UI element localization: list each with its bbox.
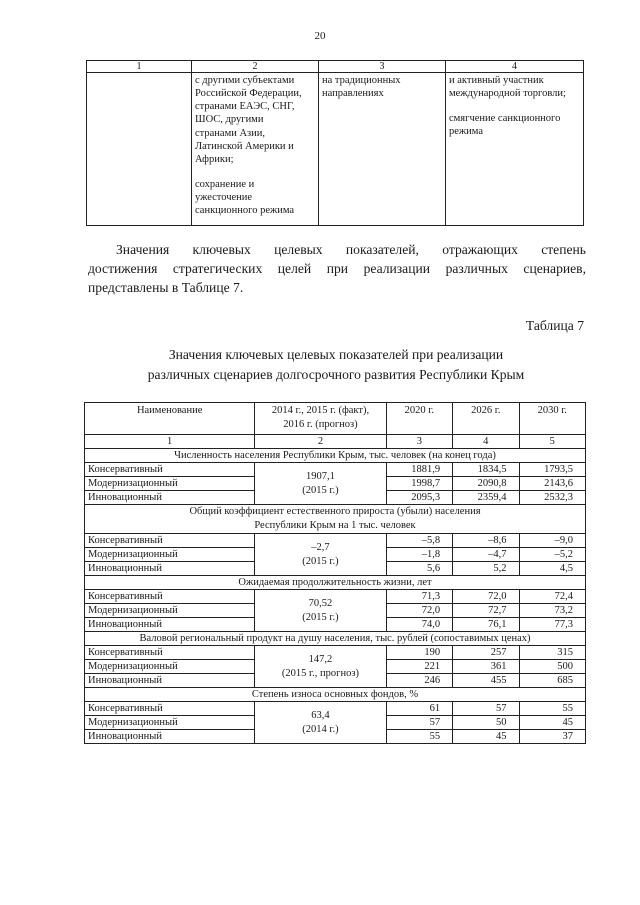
header-base-line: 2016 г. (прогноз)	[283, 419, 358, 430]
base-value	[255, 646, 386, 688]
value-2030: 2532,3	[519, 491, 586, 505]
scenario-name: Консервативный	[85, 534, 255, 548]
scenario-name: Инновационный	[85, 730, 255, 744]
cell-text: странами Азии,	[195, 127, 266, 139]
section-header	[85, 688, 586, 702]
value-2026: 50	[453, 716, 519, 730]
value-2030: 2143,6	[519, 477, 586, 491]
header-2026: 2026 г.	[453, 403, 519, 435]
value-2020: 57	[386, 716, 452, 730]
column-number: 1	[85, 435, 255, 449]
value-2020: –5,8	[386, 534, 452, 548]
value-2030: 500	[519, 660, 586, 674]
value-2026: 72,7	[453, 604, 519, 618]
value-2026: 45	[453, 730, 519, 744]
base-value-line: (2015 г.)	[302, 555, 339, 567]
value-2030: 45	[519, 716, 586, 730]
column-number: 4	[453, 435, 519, 449]
col4-cell	[446, 73, 584, 226]
column-number: 2	[192, 61, 319, 73]
cell-text: сохранение и	[195, 178, 255, 190]
value-2030: –5,2	[519, 548, 586, 562]
base-value-line: 1907,1	[306, 470, 335, 482]
base-value-line: (2015 г.)	[302, 611, 339, 623]
value-2020: 190	[386, 646, 452, 660]
scenario-name: Инновационный	[85, 674, 255, 688]
section-title	[85, 505, 586, 534]
header-base	[255, 403, 386, 435]
base-value	[255, 534, 386, 576]
scenario-name: Модернизационный	[85, 660, 255, 674]
value-2026: 2090,8	[453, 477, 519, 491]
value-2030: 37	[519, 730, 586, 744]
header-row	[85, 403, 586, 435]
value-2020: 74,0	[386, 618, 452, 632]
scenario-name: Модернизационный	[85, 477, 255, 491]
header-2020: 2020 г.	[386, 403, 452, 435]
column-number-row	[87, 61, 584, 73]
paragraph-line: достижения стратегических целей при реализации различных сценариев,	[88, 261, 586, 276]
value-2026: 72,0	[453, 590, 519, 604]
section-header	[85, 632, 586, 646]
cell-text: Африки;	[195, 153, 234, 165]
cell-text: ужесточение	[195, 192, 253, 203]
value-2030: 685	[519, 674, 586, 688]
table-row	[85, 534, 586, 548]
base-value-line: 147,2	[308, 653, 333, 665]
section-title-line: Республики Крым на 1 тыс. человек	[254, 520, 416, 531]
value-2030: 73,2	[519, 604, 586, 618]
table-row	[85, 646, 586, 660]
value-2030: 4,5	[519, 562, 586, 576]
table-row	[85, 702, 586, 716]
section-title: Ожидаемая продолжительность жизни, лет	[85, 576, 586, 590]
header-name: Наименование	[85, 403, 255, 435]
table-title-line: Значения ключевых целевых показателей при реализации	[168, 347, 504, 362]
value-2026: 1834,5	[453, 463, 519, 477]
value-2020: 61	[386, 702, 452, 716]
value-2030: 55	[519, 702, 586, 716]
value-2020: 1998,7	[386, 477, 452, 491]
section-header	[85, 449, 586, 463]
column-number-row	[85, 435, 586, 449]
column-number: 4	[446, 61, 584, 73]
table-row	[85, 590, 586, 604]
table-label: Таблица 7	[525, 318, 584, 333]
cell-text: и активный участник	[449, 75, 544, 86]
section-title: Валовой региональный продукт на душу населения, тыс. рублей (сопоставимых ценах)	[85, 632, 586, 646]
value-2030: 1793,5	[519, 463, 586, 477]
value-2020: 72,0	[386, 604, 452, 618]
scenario-name: Инновационный	[85, 491, 255, 505]
section-title: Численность населения Республики Крым, тыс. человек (на конец года)	[85, 449, 586, 463]
cell-text: санкционного режима	[195, 205, 295, 217]
base-value-line: –2,7	[311, 541, 330, 553]
value-2026: –4,7	[453, 548, 519, 562]
cell-text: ШОС, другими	[195, 114, 264, 126]
table-row	[85, 463, 586, 477]
value-2030: 315	[519, 646, 586, 660]
value-2026: 257	[453, 646, 519, 660]
cell-text: на традиционных	[322, 75, 401, 86]
scenario-name: Модернизационный	[85, 716, 255, 730]
value-2030: 77,3	[519, 618, 586, 632]
value-2020: 2095,3	[386, 491, 452, 505]
column-number: 2	[255, 435, 386, 449]
value-2026: 361	[453, 660, 519, 674]
value-2020: 5,6	[386, 562, 452, 576]
col2-cell	[192, 73, 319, 226]
value-2020: 1881,9	[386, 463, 452, 477]
scenario-name: Модернизационный	[85, 548, 255, 562]
section-title: Степень износа основных фондов, %	[85, 688, 586, 702]
header-base-line: 2014 г., 2015 г. (факт),	[271, 405, 370, 416]
base-value-line: (2015 г., прогноз)	[281, 667, 359, 679]
col3-cell	[319, 73, 446, 226]
value-2020: 71,3	[386, 590, 452, 604]
value-2020: 221	[386, 660, 452, 674]
cell-text: странами ЕАЭС, СНГ,	[195, 101, 295, 113]
continuation-table	[86, 60, 584, 226]
col1-cell	[87, 73, 192, 226]
column-number: 3	[319, 61, 446, 73]
scenario-name: Инновационный	[85, 562, 255, 576]
cell-text: смягчение санкционного	[449, 113, 561, 125]
header-2030: 2030 г.	[519, 403, 586, 435]
cell-text: с другими субъектами	[195, 75, 295, 86]
value-2020: –1,8	[386, 548, 452, 562]
scenario-name: Консервативный	[85, 463, 255, 477]
section-header	[85, 576, 586, 590]
cell-text: направлениях	[322, 88, 384, 100]
continuation-row	[87, 73, 584, 226]
value-2020: 246	[386, 674, 452, 688]
value-2026: 57	[453, 702, 519, 716]
paragraph-line: представлены в Таблице 7.	[88, 280, 244, 295]
indicators-table	[84, 402, 586, 744]
column-number: 1	[87, 61, 192, 73]
base-value	[255, 702, 386, 744]
value-2030: 72,4	[519, 590, 586, 604]
section-header	[85, 505, 586, 534]
value-2026: 5,2	[453, 562, 519, 576]
scenario-name: Консервативный	[85, 590, 255, 604]
scenario-name: Консервативный	[85, 646, 255, 660]
base-value-line: 70,52	[308, 597, 333, 609]
value-2026: –8,6	[453, 534, 519, 548]
body-paragraph	[88, 240, 586, 297]
scenario-name: Инновационный	[85, 618, 255, 632]
value-2020: 55	[386, 730, 452, 744]
base-value-line: (2014 г.)	[302, 723, 339, 735]
paragraph-line: Значения ключевых целевых показателей, отражающих степень	[116, 242, 586, 257]
cell-text: Латинской Америки и	[195, 140, 294, 152]
value-2026: 2359,4	[453, 491, 519, 505]
value-2026: 455	[453, 674, 519, 688]
base-value	[255, 590, 386, 632]
value-2030: –9,0	[519, 534, 586, 548]
cell-text: режима	[449, 126, 484, 138]
column-number: 3	[386, 435, 452, 449]
table-title	[88, 345, 584, 385]
section-title-line: Общий коэффициент естественного прироста (убыли) населения	[189, 506, 481, 517]
scenario-name: Консервативный	[85, 702, 255, 716]
base-value-line: (2015 г.)	[302, 484, 339, 496]
page-number: 20	[314, 30, 326, 42]
column-number: 5	[519, 435, 586, 449]
base-value-line: 63,4	[311, 709, 330, 721]
value-2026: 76,1	[453, 618, 519, 632]
cell-text: Российской Федерации,	[195, 88, 302, 100]
table-title-line: различных сценариев долгосрочного развития Республики Крым	[147, 367, 525, 382]
scenario-name: Модернизационный	[85, 604, 255, 618]
base-value	[255, 463, 386, 505]
cell-text: международной торговли;	[449, 88, 566, 100]
